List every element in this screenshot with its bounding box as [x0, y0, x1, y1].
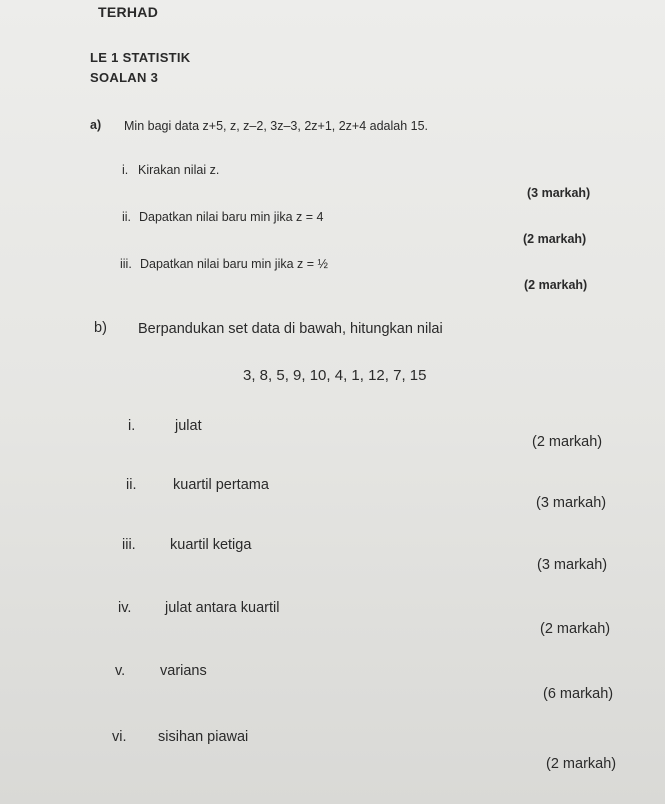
part-b-item-3-num: iii. — [122, 537, 136, 553]
part-a-item-3-text: Dapatkan nilai baru min jika z = ½ — [140, 257, 328, 271]
part-a-item-1-num: i. — [122, 163, 129, 177]
part-b-item-1-num: i. — [128, 418, 136, 434]
part-a-item-1-marks: (3 markah) — [527, 186, 591, 200]
part-a-label: a) — [90, 118, 102, 132]
question-title: SOALAN 3 — [90, 70, 159, 85]
part-a-item-2-text: Dapatkan nilai baru min jika z = 4 — [139, 210, 324, 224]
data-set: 3, 8, 5, 9, 10, 4, 1, 12, 7, 15 — [243, 367, 427, 384]
part-b-item-4-num: iv. — [118, 600, 132, 616]
part-a-item-2-marks: (2 markah) — [523, 232, 587, 246]
part-b-item-2-marks: (3 markah) — [536, 495, 607, 511]
part-b-item-6-marks: (2 markah) — [546, 756, 617, 772]
part-b-item-2-num: ii. — [126, 477, 137, 493]
classification-label: TERHAD — [98, 4, 159, 20]
part-a-item-3-marks: (2 markah) — [524, 278, 588, 292]
part-b-label: b) — [94, 320, 107, 336]
part-a-prompt: Min bagi data z+5, z, z–2, 3z–3, 2z+1, 2z+4 adalah 15. — [124, 119, 429, 133]
part-b-item-4-marks: (2 markah) — [540, 621, 611, 637]
part-b-item-3-text: kuartil ketiga — [170, 537, 252, 553]
part-a-item-2-num: ii. — [122, 210, 132, 224]
part-a-item-1-text: Kirakan nilai z. — [138, 163, 220, 177]
part-b-item-5-num: v. — [115, 663, 126, 679]
part-b-item-2-text: kuartil pertama — [173, 477, 269, 493]
part-b-item-6-num: vi. — [112, 729, 127, 745]
section-title: LE 1 STATISTIK — [90, 50, 191, 65]
part-b-item-1-text: julat — [175, 418, 202, 434]
part-b-item-4-text: julat antara kuartil — [165, 600, 280, 616]
part-b-item-3-marks: (3 markah) — [537, 557, 608, 573]
part-a-item-3-num: iii. — [120, 257, 132, 271]
part-b-item-5-marks: (6 markah) — [543, 686, 614, 702]
part-b-item-5-text: varians — [160, 663, 207, 679]
part-b-item-6-text: sisihan piawai — [158, 729, 249, 745]
part-b-prompt: Berpandukan set data di bawah, hitungkan nilai — [138, 321, 443, 337]
part-b-item-1-marks: (2 markah) — [532, 434, 603, 450]
